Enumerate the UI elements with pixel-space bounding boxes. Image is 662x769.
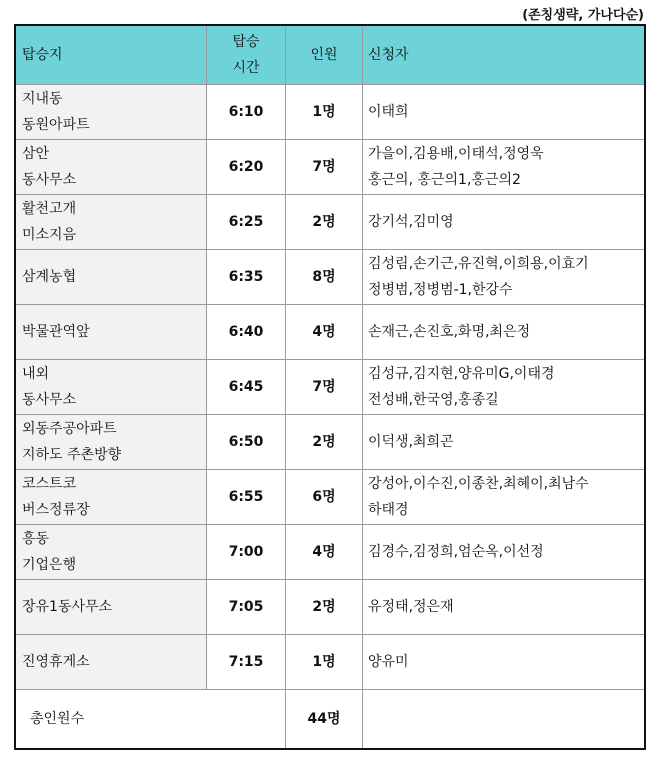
stop-cell [15,305,207,360]
time-cell-line1: 6:55 [228,489,264,505]
time-cell [207,580,286,635]
applicants-cell-line2: 전성배,한국영,홍종길 [368,392,499,408]
time-cell-line1: 7:05 [228,599,264,615]
stop-cell-line2: 동원아파트 [22,117,90,133]
header-applicants: 신청자 [363,25,646,85]
count-cell [286,305,363,360]
count-cell-line1: 1명 [312,104,336,120]
applicants-cell-line2: 홍근의, 홍근의1,홍근의2 [368,172,521,188]
stop-cell-line1: 외동주공아파트 [22,421,117,437]
stop-cell-line2: 미소지음 [22,227,77,243]
stop-cell-line1: 활천고개 [22,201,77,217]
stop-cell [15,470,207,525]
applicants-cell-line1: 김성규,김지현,양유미G,이태경 [368,366,555,382]
count-cell [286,85,363,140]
stop-cell-line2: 동사무소 [22,172,77,188]
stop-cell-line2: 기업은행 [22,557,77,573]
table-row [15,580,645,635]
table-row [15,140,645,195]
count-cell-line1: 4명 [312,324,336,340]
count-cell-line1: 7명 [312,159,336,175]
header-time [207,25,286,85]
table-row [15,85,645,140]
stop-cell-line1: 장유1동사무소 [22,599,113,615]
header-count: 인원 [286,25,363,85]
stop-cell-line1: 삼안 [22,146,50,162]
time-cell-line1: 6:20 [228,159,264,175]
applicants-cell [363,580,646,635]
applicants-cell-line2: 하태경 [368,502,409,518]
stop-cell-line1: 내외 [22,366,50,382]
applicants-cell [363,195,646,250]
table-row [15,305,645,360]
count-cell-line1: 8명 [312,269,336,285]
stop-cell-line2: 동사무소 [22,392,77,408]
applicants-cell [363,415,646,470]
time-cell-line1: 6:35 [228,269,264,285]
stop-cell [15,360,207,415]
time-cell-line1: 6:45 [228,379,264,395]
total-label: 총인원수 [15,690,286,750]
time-cell [207,635,286,690]
applicants-cell-line1: 유정태,정은재 [368,599,454,615]
applicants-cell-line1: 강기석,김미영 [368,214,454,230]
applicants-cell [363,360,646,415]
stop-cell [15,635,207,690]
count-cell-line1: 7명 [312,379,336,395]
count-cell [286,415,363,470]
stop-cell [15,140,207,195]
total-empty [363,690,646,750]
count-cell [286,360,363,415]
applicants-cell-line1: 김경수,김정희,엄순옥,이선정 [368,544,544,560]
header-time-line2: 시간 [232,60,260,76]
count-cell [286,140,363,195]
count-cell-line1: 4명 [312,544,336,560]
applicants-cell-line1: 김성림,손기근,유진혁,이희용,이효기 [368,256,589,272]
stop-cell [15,415,207,470]
applicants-cell-line1: 손재근,손진호,화명,최은정 [368,324,531,340]
applicants-cell [363,250,646,305]
stop-cell-line2: 버스정류장 [22,502,90,518]
count-cell [286,195,363,250]
count-cell [286,580,363,635]
count-cell [286,635,363,690]
time-cell [207,140,286,195]
time-cell [207,85,286,140]
applicants-cell [363,305,646,360]
time-cell-line1: 7:00 [228,544,264,560]
applicants-cell-line2: 정병범,정병범-1,한강수 [368,282,513,298]
time-cell [207,470,286,525]
time-cell-line1: 6:40 [228,324,264,340]
table-row [15,415,645,470]
time-cell-line1: 6:25 [228,214,264,230]
time-cell [207,250,286,305]
time-cell [207,195,286,250]
table-header-row [15,25,645,85]
applicants-cell-line1: 가을이,김용배,이태석,정영욱 [368,146,544,162]
applicants-cell [363,85,646,140]
table-row [15,635,645,690]
boarding-schedule-table [14,24,646,750]
count-cell-line1: 2명 [312,599,336,615]
stop-cell-line1: 진영휴게소 [22,654,90,670]
applicants-cell-line1: 이덕생,최희곤 [368,434,454,450]
stop-cell [15,580,207,635]
table-row [15,360,645,415]
time-cell [207,305,286,360]
stop-cell-line1: 흥동 [22,531,50,547]
header-stop: 탑승지 [15,25,207,85]
time-cell-line1: 6:10 [228,104,264,120]
stop-cell-line1: 삼계농협 [22,269,77,285]
stop-cell [15,195,207,250]
applicants-cell-line1: 이태희 [368,104,409,120]
table-row [15,470,645,525]
table-row [15,195,645,250]
time-cell [207,525,286,580]
table-row [15,250,645,305]
table-row [15,525,645,580]
applicants-cell [363,140,646,195]
count-cell-line1: 2명 [312,434,336,450]
time-cell-line1: 6:50 [228,434,264,450]
stop-cell-line1: 박물관역앞 [22,324,90,340]
count-cell [286,250,363,305]
time-cell-line1: 7:15 [228,654,264,670]
applicants-cell-line1: 강성아,이수진,이종찬,최혜이,최남수 [368,476,589,492]
count-cell [286,525,363,580]
stop-cell-line2: 지하도 주촌방향 [22,447,122,463]
applicants-cell [363,635,646,690]
time-cell [207,415,286,470]
count-cell-line1: 6명 [312,489,336,505]
stop-cell-line1: 지내동 [22,91,63,107]
stop-cell [15,525,207,580]
total-count: 44명 [286,690,363,750]
applicants-cell [363,470,646,525]
total-row [15,690,645,750]
stop-cell-line1: 코스트코 [22,476,77,492]
time-cell [207,360,286,415]
applicants-cell-line1: 양유미 [368,654,409,670]
applicants-cell [363,525,646,580]
stop-cell [15,85,207,140]
stop-cell [15,250,207,305]
header-time-line1: 탑승 [232,34,260,50]
sort-note: (존칭생략, 가나다순) [522,8,644,23]
count-cell-line1: 2명 [312,214,336,230]
count-cell-line1: 1명 [312,654,336,670]
count-cell [286,470,363,525]
